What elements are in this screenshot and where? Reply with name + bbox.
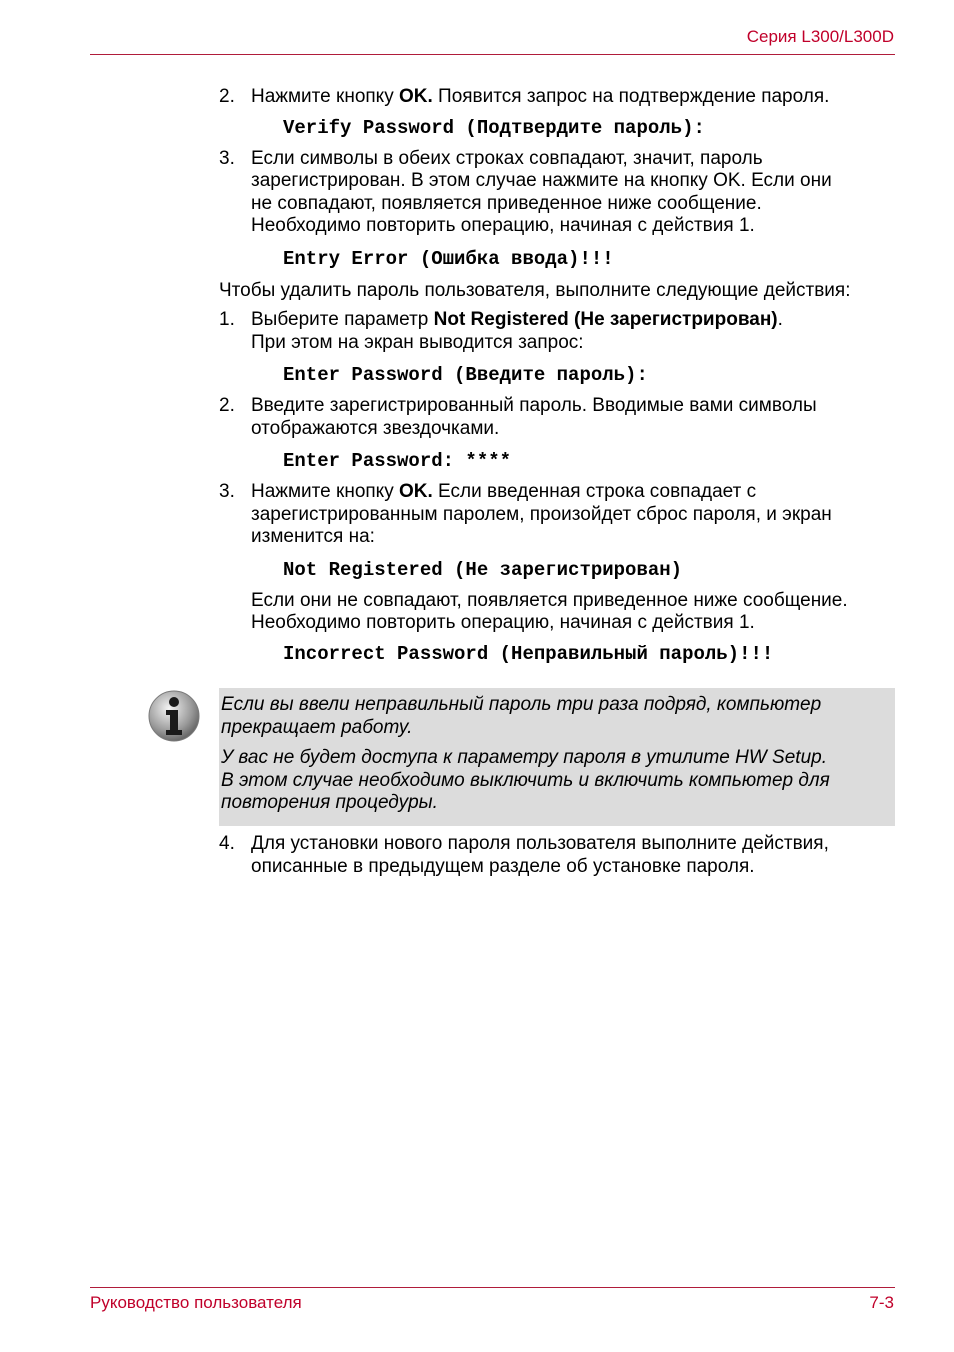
step-text: Нажмите кнопку OK. Если введенная строка совпадает с зарегистрированным паролем, произойдет сброс пароля, и экран изменится на: bbox=[251, 481, 832, 547]
step4-block bbox=[219, 833, 899, 878]
main-content bbox=[219, 86, 899, 665]
list-item bbox=[219, 395, 899, 440]
list-item bbox=[219, 86, 899, 109]
step-text: Для установки нового пароля пользователя выполните действия, описанные в предыдущем разделе об установке пароля. bbox=[251, 833, 829, 877]
note-text: Если вы ввели неправильный пароль три раза подряд, компьютер прекращает работу. У вас не будет доступа к параметру пароля в утилите HW Setup. В этом случае необходимо выключить и включить компьютер для повторения процедуры. bbox=[221, 694, 830, 813]
step-number: 2. bbox=[219, 395, 235, 416]
code-message: Verify Password (Подтвердите пароль): bbox=[283, 116, 705, 139]
header-rule bbox=[90, 54, 895, 55]
step-text: Если символы в обеих строках совпадают, значит, пароль зарегистрирован. В этом случае нажмите на кнопку OK. Если они не совпадают, появляется приведенное ниже сообщение. Необходимо повторить операцию, начиная с действия 1. bbox=[251, 147, 832, 236]
page-number: 7-3 bbox=[869, 1293, 894, 1312]
code-message: Enter Password: **** bbox=[283, 450, 512, 472]
code-message: Entry Error (Ошибка ввода)!!! bbox=[283, 247, 614, 270]
step-number: 3. bbox=[219, 481, 235, 502]
step-number: 2. bbox=[219, 86, 235, 107]
step-number: 1. bbox=[219, 309, 235, 330]
list-item bbox=[219, 833, 899, 878]
footer-title: Руководство пользователя bbox=[90, 1293, 302, 1312]
step-number: 4. bbox=[219, 833, 235, 854]
delete-intro: Чтобы удалить пароль пользователя, выполните следующие действия: bbox=[219, 279, 851, 301]
list-item bbox=[219, 309, 899, 354]
header-title: Серия L300/L300D bbox=[746, 27, 894, 46]
step-number: 3. bbox=[219, 147, 235, 169]
list-item bbox=[219, 481, 899, 549]
info-icon bbox=[148, 690, 200, 742]
step-text: Нажмите кнопку OK. Появится запрос на подтверждение пароля. bbox=[251, 86, 830, 107]
step-text: Выберите параметр Not Registered (Не зарегистрирован). При этом на экран выводится запрос: bbox=[251, 309, 783, 353]
code-message: Enter Password (Введите пароль): bbox=[283, 364, 648, 386]
mismatch-text: Если они не совпадают, появляется приведенное ниже сообщение. Необходимо повторить операцию, начиная с действия 1. bbox=[251, 589, 848, 633]
step-text: Введите зарегистрированный пароль. Вводимые вами символы отображаются звездочками. bbox=[251, 395, 817, 439]
code-message: Not Registered (Не зарегистрирован) bbox=[283, 558, 683, 581]
list-item bbox=[219, 148, 899, 238]
footer-rule bbox=[90, 1287, 895, 1288]
code-message: Incorrect Password (Неправильный пароль)!!! bbox=[283, 642, 774, 665]
